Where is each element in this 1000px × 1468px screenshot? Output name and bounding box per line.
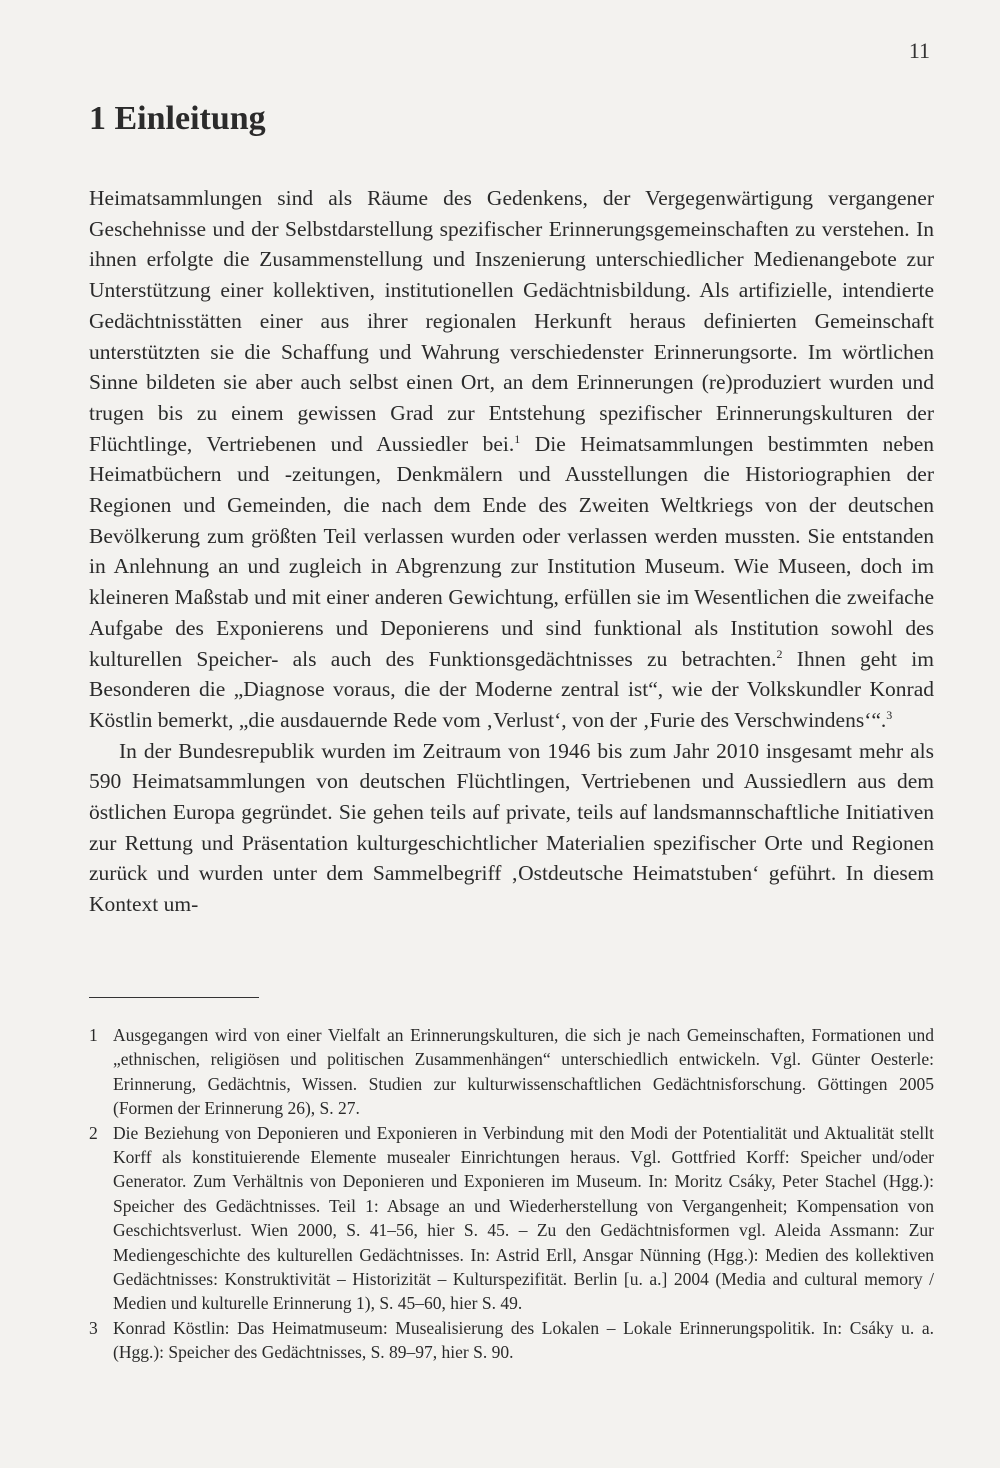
footnote-text: Ausgegangen wird von einer Vielfalt an Erinnerungskulturen, die sich je nach Gemeinschaften, Formationen und „ethnischen, religiösen und politischen Zusammenhängen“ unterschiedlich entwickeln. Vgl. Günter Oesterle: Erinnerung, Gedächtnis, Wissen. Studien zur kulturwissenschaftlichen Gedächtnisforschung. Göttingen 2005 (Formen der Erinnerung 26), S. 27. <box>113 1025 934 1119</box>
page-number: 11 <box>908 38 930 63</box>
footnote-ref-2: 2 <box>776 646 783 661</box>
paragraph-1 <box>89 183 934 736</box>
paragraph-1-part-b: Die Heimatsammlungen bestimmten neben Heimatbüchern und -zeitungen, Denkmälern und Ausstellungen die Historiographien der Regionen und Gemeinden, die nach dem Ende des Zweiten Weltkriegs von der deutschen Bevölkerung zum größten Teil verlassen wurden oder verlassen werden mussten. Sie entstanden in Anlehnung an und zugleich in Abgrenzung zur Institution Museum. Wie Museen, doch im kleineren Maßstab und mit einer anderen Gewichtung, erfüllen sie im Wesentlichen die zweifache Aufgabe des Exponierens und Deponierens und sind funktional als Institution sowohl des kulturellen Speicher- als auch des Funktionsgedächtnisses zu betrachten. <box>89 431 934 671</box>
footnote-ref-1: 1 <box>514 431 521 446</box>
footnotes <box>89 1023 934 1365</box>
paragraph-1-part-c: Ihnen geht im Besonderen die „Diagnose voraus, die der Moderne zentral ist“, wie der Volkskundler Konrad Köstlin bemerkt, „die ausdauernde Rede vom ‚Verlust‘, von der ‚Furie des Verschwindens‘“. <box>89 646 934 732</box>
body-text <box>89 183 934 920</box>
footnote-number: 3 <box>89 1317 98 1338</box>
footnote-1 <box>89 1023 934 1121</box>
paragraph-1-part-a: Heimatsammlungen sind als Räume des Gedenkens, der Vergegenwärtigung vergangener Geschehnisse und der Selbstdarstellung spezifischer Erinnerungsgemeinschaften zu verstehen. In ihnen erfolgte die Zusammenstellung und Inszenierung unterschiedlicher Medienangebote zur Unterstützung einer kollektiven, institutionellen Gedächtnisbildung. Als artifizielle, intendierte Gedächtnisstätten einer aus ihrer regionalen Herkunft heraus definierten Gemeinschaft unterstützten sie die Schaffung und Wahrung verschiedenster Erinnerungsorte. Im wörtlichen Sinne bildeten sie aber auch selbst einen Ort, an dem Erinnerungen (re)produziert wurden und trugen bis zu einem gewissen Grad zur Entstehung spezifischer Erinnerungskulturen der Flüchtlinge, Vertriebenen und Aussiedler bei. <box>89 186 934 456</box>
paragraph-2: In der Bundesrepublik wurden im Zeitraum von 1946 bis zum Jahr 2010 insgesamt mehr als 590 Heimatsammlungen von deutschen Flüchtlingen, Vertriebenen und Aussiedlern aus dem östlichen Europa gegründet. Sie gehen teils auf private, teils auf landsmannschaftliche Initiativen zur Rettung und Präsentation kulturgeschichtlicher Materialien spezifischer Orte und Regionen zurück und wurden unter dem Sammelbegriff ‚Ostdeutsche Heimatstuben‘ geführt. In diesem Kontext um- <box>89 738 934 917</box>
footnote-number: 2 <box>89 1122 98 1143</box>
chapter-heading: 1 Einleitung <box>89 100 266 137</box>
footnote-number: 1 <box>89 1025 98 1045</box>
footnote-3 <box>89 1316 934 1365</box>
footnote-text: Die Beziehung von Deponieren und Exponieren in Verbindung mit den Modi der Potentialität und Aktualität stellt Korff als konstituierende Elemente musealer Einrichtungen heraus. Vgl. Gottfried Korff: Speicher und/oder Generator. Zum Verhältnis von Deponieren und Exponieren im Museum. In: Moritz Csáky, Peter Stachel (Hgg.): Speicher des Gedächtnisses. Teil 1: Absage an und Wiederherstellung von Vergangenheit; Kompensation von Geschichtsverlust. Wien 2000, S. 41–56, hier S. 45. – Zu den Gedächtnisformen vgl. Aleida Assmann: Zur Mediengeschichte des kulturellen Gedächtnisses. In: Astrid Erll, Ansgar Nünning (Hgg.): Medien des kollektiven Gedächtnisses: Konstruktivität – Historizität – Kulturspezifität. Berlin [u. a.] 2004 (Media and cultural memory / Medien und kulturelle Erinnerung 1), S. 45–60, hier S. 49. <box>113 1122 934 1314</box>
footnote-text: Konrad Köstlin: Das Heimatmuseum: Musealisierung des Lokalen – Lokale Erinnerungspolitik. In: Csáky u. a. (Hgg.): Speicher des Gedächtnisses, S. 89–97, hier S. 90. <box>113 1317 934 1363</box>
footnote-2 <box>89 1121 934 1316</box>
footnote-ref-3: 3 <box>886 707 893 722</box>
footnote-separator <box>89 997 259 998</box>
